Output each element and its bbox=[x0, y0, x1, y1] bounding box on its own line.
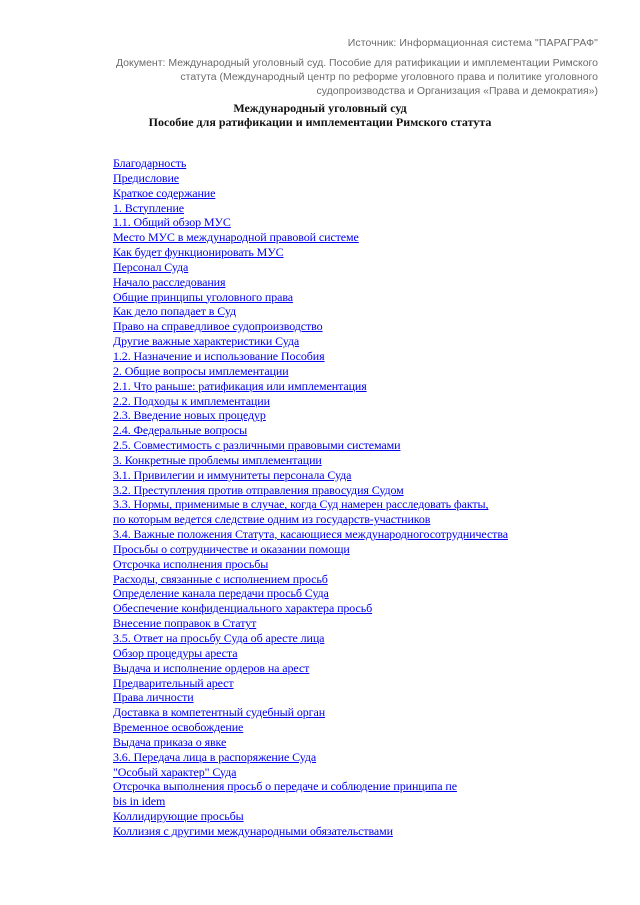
toc-item bbox=[113, 542, 593, 557]
toc-item bbox=[113, 408, 593, 423]
toc-link[interactable]: Место МУС в международной правовой системе bbox=[113, 230, 359, 245]
toc-link[interactable]: Доставка в компетентный судебный орган bbox=[113, 705, 326, 720]
toc-item bbox=[113, 215, 593, 230]
toc-link[interactable]: Выдача приказа о явке bbox=[113, 734, 227, 749]
toc-item bbox=[113, 601, 593, 616]
toc-item bbox=[113, 765, 593, 780]
toc-item bbox=[113, 572, 593, 587]
toc-link[interactable]: 3.2. Преступления против отправления правосудия Судом bbox=[113, 482, 404, 497]
toc-link[interactable]: Внесение поправок в Статут bbox=[113, 616, 257, 631]
toc-link[interactable]: Обеспечение конфиденциального характера просьб bbox=[113, 601, 373, 616]
toc-item bbox=[113, 319, 593, 334]
toc-item bbox=[113, 497, 593, 512]
toc-link[interactable]: 2.5. Совместимость с различными правовыми системами bbox=[113, 438, 401, 453]
toc-link[interactable]: Другие важные характеристики Суда bbox=[113, 334, 300, 349]
toc-link[interactable]: Определение канала передачи просьб Суда bbox=[113, 586, 329, 601]
toc-item bbox=[113, 290, 593, 305]
toc-item bbox=[113, 364, 593, 379]
toc-link[interactable]: Краткое содержание bbox=[113, 185, 216, 200]
toc-item bbox=[113, 720, 593, 735]
toc-item bbox=[113, 438, 593, 453]
toc-item bbox=[113, 186, 593, 201]
toc-item bbox=[113, 661, 593, 676]
toc-item bbox=[113, 824, 593, 839]
toc-item bbox=[113, 423, 593, 438]
page-title bbox=[0, 101, 640, 129]
toc-item bbox=[113, 676, 593, 691]
toc-item bbox=[113, 735, 593, 750]
toc-item bbox=[113, 794, 593, 809]
title-line-2: Пособие для ратификации и имплементации Римского статута bbox=[148, 115, 492, 129]
toc-item bbox=[113, 453, 593, 468]
toc-item bbox=[113, 557, 593, 572]
toc-item bbox=[113, 586, 593, 601]
toc-link[interactable]: 2.2. Подходы к имплементации bbox=[113, 393, 270, 408]
toc-link[interactable]: по которым ведется следствие одним из государств-участников bbox=[113, 512, 431, 527]
toc-item bbox=[113, 171, 593, 186]
toc-link[interactable]: Персонал Суда bbox=[113, 259, 189, 274]
toc-link[interactable]: 1.2. Назначение и использование Пособия bbox=[113, 348, 325, 363]
toc-item bbox=[113, 230, 593, 245]
toc-item bbox=[113, 705, 593, 720]
toc-item bbox=[113, 156, 593, 171]
toc-item bbox=[113, 750, 593, 765]
toc-item bbox=[113, 527, 593, 542]
toc-link[interactable]: Коллизия с другими международными обязательствами bbox=[113, 823, 393, 838]
toc-link[interactable]: Обзор процедуры ареста bbox=[113, 645, 238, 660]
toc-item bbox=[113, 201, 593, 216]
toc-item bbox=[113, 779, 593, 794]
toc-link[interactable]: 3.1. Привилегии и иммунитеты персонала Суда bbox=[113, 467, 352, 482]
toc-item bbox=[113, 616, 593, 631]
toc-link[interactable]: 3.3. Нормы, применимые в случае, когда Суд намерен расследовать факты, bbox=[113, 497, 489, 512]
toc-item bbox=[113, 334, 593, 349]
toc-link[interactable]: Как дело попадает в Суд bbox=[113, 304, 237, 319]
toc-link[interactable]: Временное освобождение bbox=[113, 720, 244, 735]
source-line: Источник: Информационная система "ПАРАГРАФ" bbox=[347, 37, 598, 49]
toc-link[interactable]: Предварительный арест bbox=[113, 675, 234, 690]
toc-link[interactable]: Права личности bbox=[113, 690, 194, 705]
table-of-contents bbox=[113, 156, 593, 839]
toc-item bbox=[113, 512, 593, 527]
document-line: судопроизводства и Организация «Права и демократия») bbox=[316, 85, 598, 97]
toc-link[interactable]: "Особый характер" Суда bbox=[113, 764, 237, 779]
toc-link[interactable]: Благодарность bbox=[113, 156, 187, 170]
toc-link[interactable]: Выдача и исполнение ордеров на арест bbox=[113, 660, 310, 675]
toc-link[interactable]: 3.6. Передача лица в распоряжение Суда bbox=[113, 749, 317, 764]
toc-link[interactable]: Коллидирующие просьбы bbox=[113, 809, 244, 824]
toc-item bbox=[113, 275, 593, 290]
toc-link[interactable]: Предисловие bbox=[113, 170, 179, 185]
toc-item bbox=[113, 349, 593, 364]
toc-link[interactable]: bis in idem bbox=[113, 794, 166, 809]
toc-link[interactable]: 2.3. Введение новых процедур bbox=[113, 408, 266, 423]
toc-item bbox=[113, 304, 593, 319]
toc-item bbox=[113, 809, 593, 824]
toc-link[interactable]: Начало расследования bbox=[113, 274, 226, 289]
title-line-1: Международный уголовный суд bbox=[233, 101, 407, 115]
toc-link[interactable]: Право на справедливое судопроизводство bbox=[113, 319, 323, 334]
toc-link[interactable]: Просьбы о сотрудничестве и оказании помощи bbox=[113, 541, 350, 556]
toc-link[interactable]: Отсрочка исполнения просьбы bbox=[113, 556, 269, 571]
toc-link[interactable]: 1.1. Общий обзор МУС bbox=[113, 215, 231, 230]
toc-item bbox=[113, 646, 593, 661]
toc-item bbox=[113, 468, 593, 483]
toc-item bbox=[113, 245, 593, 260]
toc-link[interactable]: Расходы, связанные с исполнением просьб bbox=[113, 571, 328, 586]
toc-link[interactable]: 2.1. Что раньше: ратификация или имплементация bbox=[113, 378, 367, 393]
toc-item bbox=[113, 631, 593, 646]
toc-link[interactable]: 3.5. Ответ на просьбу Суда об аресте лица bbox=[113, 631, 325, 645]
toc-item bbox=[113, 483, 593, 498]
document-line: Документ: Международный уголовный суд. Пособие для ратификации и имплементации Римского bbox=[115, 57, 598, 69]
toc-item bbox=[113, 394, 593, 409]
toc-link[interactable]: 1. Вступление bbox=[113, 200, 185, 215]
toc-link[interactable]: 2.4. Федеральные вопросы bbox=[113, 423, 248, 438]
toc-link[interactable]: Общие принципы уголовного права bbox=[113, 289, 293, 304]
toc-item bbox=[113, 690, 593, 705]
toc-link[interactable]: Как будет функционировать МУС bbox=[113, 245, 284, 260]
document-description bbox=[78, 56, 598, 98]
toc-item bbox=[113, 379, 593, 394]
toc-link[interactable]: 3.4. Важные положения Статута, касающиеся международногосотрудничества bbox=[113, 527, 508, 542]
toc-link[interactable]: Отсрочка выполнения просьб о передаче и соблюдение принципа пе bbox=[113, 779, 457, 794]
toc-item bbox=[113, 260, 593, 275]
toc-link[interactable]: 3. Конкретные проблемы имплементации bbox=[113, 452, 322, 467]
document-line: статута (Международный центр по реформе уголовного права и политике уголовного bbox=[180, 71, 598, 83]
toc-link[interactable]: 2. Общие вопросы имплементации bbox=[113, 363, 289, 378]
